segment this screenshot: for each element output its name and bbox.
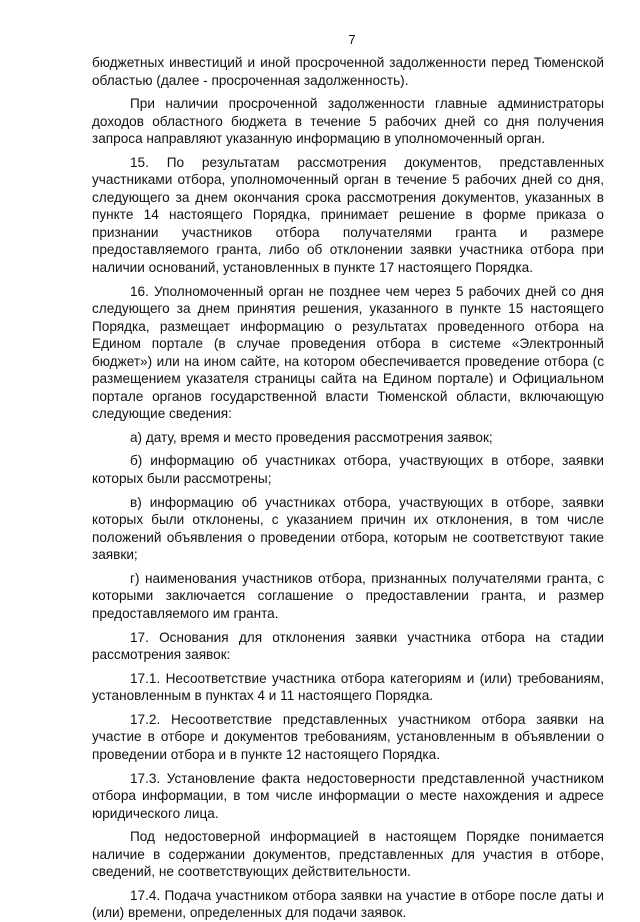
paragraph-debt-info: При наличии просроченной задолженности главные администраторы доходов областного бюджета в течение 5 рабочих дней со дня получения запроса направляют указанную информацию в уполномоченный орган. — [92, 96, 604, 147]
paragraph-17-3: 17.3. Установление факта недостоверности представленной участником отбора информации, в том числе информации о месте нахождения и адресе юридического лица. — [92, 770, 604, 821]
paragraph-16-a: а) дату, время и место проведения рассмотрения заявок; — [130, 429, 493, 445]
paragraph-16-v: в) информацию об участниках отбора, участвующих в отборе, заявки которых были отклонены, с указанием причин их отклонения, в том числе положений объявления о проведении отбора, которым не соответствуют такие заявки; — [92, 494, 604, 563]
page-number: 7 — [348, 32, 356, 47]
paragraph-17-4: 17.4. Подача участником отбора заявки на участие в отборе после даты и (или) времени, определенных для подачи заявок. — [92, 887, 604, 921]
paragraph-16: 16. Уполномоченный орган не позднее чем через 5 рабочих дней со дня следующего за днем принятия решения, указанного в пункте 15 настоящего Порядка, размещает информацию о результатах проведенного отбора на Едином портале (в случае проведения отбора в системе «Электронный бюджет») или на ином сайте, на котором обеспечивается проведение отбора (с размещением указателя страницы сайта на Едином портале) и Официальном портале органов государственной власти Тюменской области, включающую следующие сведения: — [92, 283, 604, 422]
paragraph-17-2: 17.2. Несоответствие представленных участником отбора заявки на участие в отборе и документов требованиям, установленным в объявлении о проведении отбора и в пункте 12 настоящего Порядка. — [92, 711, 604, 762]
paragraph-15: 15. По результатам рассмотрения документов, представленных участниками отбора, уполномоченный орган в течение 5 рабочих дней со дня, следующего за днем окончания срока рассмотрения документов, указанных в пункте 14 настоящего Порядка, принимает решение в форме приказа о признании участников отбора получателями гранта и размере предоставляемого гранта, либо об отклонении заявки участника отбора при наличии оснований, установленных в пункте 17 настоящего Порядка. — [92, 154, 604, 275]
paragraph-16-b: б) информацию об участниках отбора, участвующих в отборе, заявки которых были рассмотрены; — [92, 453, 604, 486]
paragraph-16-g: г) наименования участников отбора, признанных получателями гранта, с которыми заключается соглашение о предоставлении гранта, и размер предоставляемого им гранта. — [92, 570, 604, 621]
paragraph-debt-continuation: бюджетных инвестиций и иной просроченной задолженности перед Тюменской областью (далее - просроченная задолженность). — [92, 55, 604, 88]
paragraph-definition: Под недостоверной информацией в настоящем Порядке понимается наличие в содержании документов, представленных для участия в отборе, сведений, не соответствующих действительности. — [92, 829, 604, 880]
paragraph-17-1: 17.1. Несоответствие участника отбора категориям и (или) требованиям, установленным в пунктах 4 и 11 настоящего Порядка. — [92, 670, 604, 704]
paragraph-17: 17. Основания для отклонения заявки участника отбора на стадии рассмотрения заявок: — [92, 629, 604, 662]
